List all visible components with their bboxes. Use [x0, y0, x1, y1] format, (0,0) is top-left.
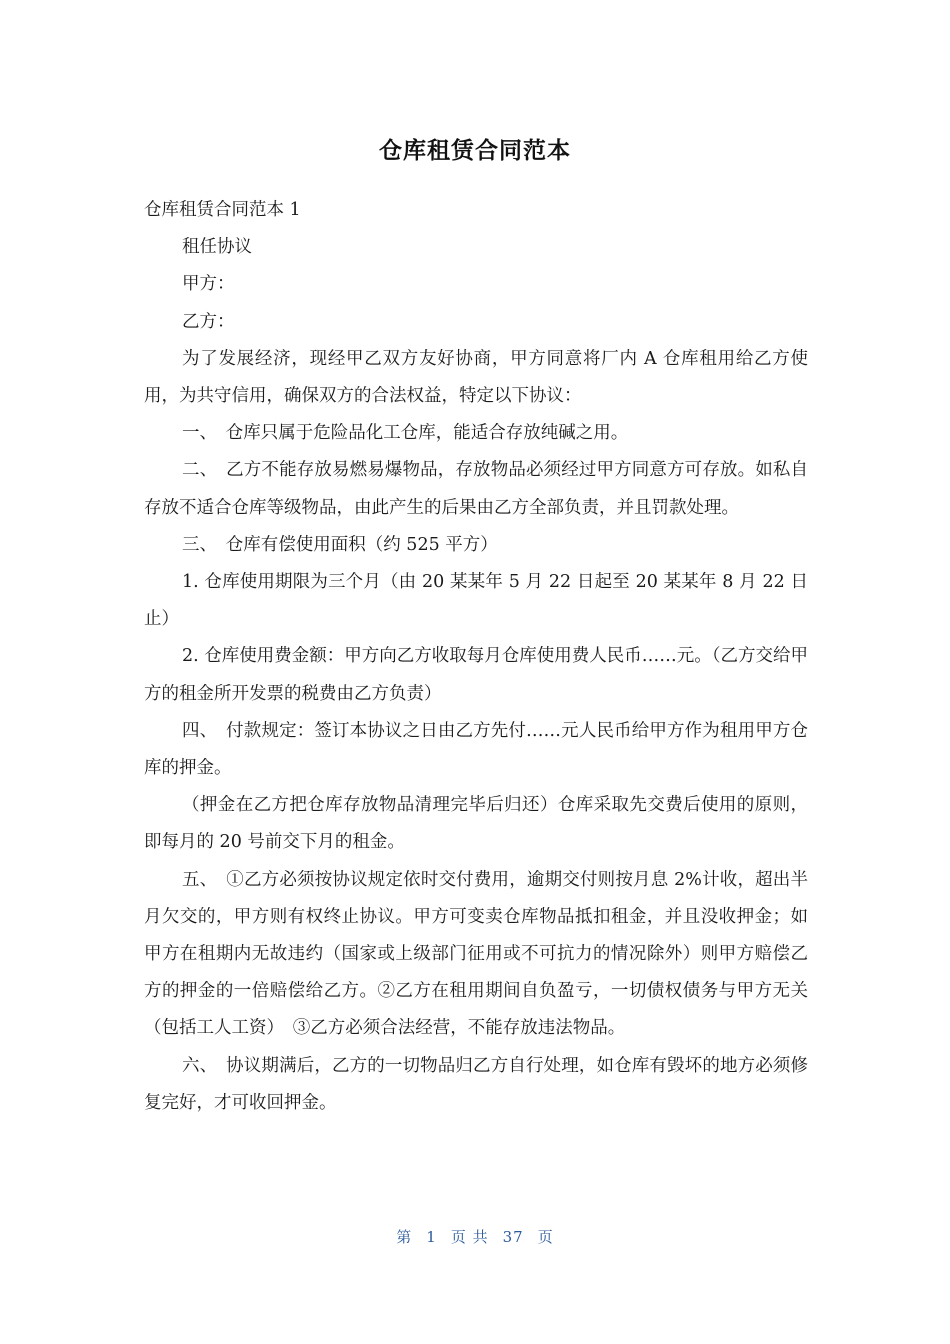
total-pages-number: 37 [502, 1228, 524, 1246]
page-footer [0, 1226, 950, 1247]
paragraph: 2. 仓库使用费金额：甲方向乙方收取每月仓库使用费人民币……元。（乙方交给甲方的租金所开发票的税费由乙方负责） [144, 646, 809, 704]
paragraph: 1. 仓库使用期限为三个月（由 20 某某年 5 月 22 日起至 20 某某年 8 月 22 日止） [144, 572, 808, 630]
paragraph: 五、 ①乙方必须按协议规定依时交付费用，逾期交付则按月息 2%计收，超出半月欠交的，甲方则有权终止协议。甲方可变卖仓库物品抵扣租金，并且没收押金；如甲方在租期内无故违约（国家或上级部门征用或不可抗力的情况除外）则甲方赔偿乙方的押金的一倍赔偿给乙方。②乙方在租用期间自负盈亏，一切债权债务与甲方无关（包括工人工资） ③乙方必须合法经营，不能存放违法物品。 [144, 869, 808, 1039]
paragraph: 乙方： [182, 311, 235, 332]
paragraph: 一、 仓库只属于危险品化工仓库，能适合存放纯碱之用。 [182, 423, 629, 444]
paragraph: 六、 协议期满后，乙方的一切物品归乙方自行处理，如仓库有毁坏的地方必须修复完好，才可收回押金。 [144, 1055, 808, 1113]
paragraph: 甲方： [182, 274, 235, 295]
document-title: 仓库租赁合同范本 [379, 138, 571, 164]
section-heading: 仓库租赁合同范本 1 [144, 200, 301, 220]
page-label-suffix: 页 [537, 1228, 554, 1246]
paragraph: 四、 付款规定：签订本协议之日由乙方先付……元人民币给甲方作为租用甲方仓库的押金。 [144, 720, 808, 779]
document-body [144, 192, 808, 1122]
page-label-mid: 页 共 [450, 1228, 489, 1246]
paragraph: 租任协议 [182, 237, 252, 258]
paragraph: 为了发展经济，现经甲乙双方友好协商，甲方同意将厂内 A 仓库租用给乙方使用，为共守信用，确保双方的合法权益，特定以下协议： [144, 348, 808, 407]
paragraph: 二、 乙方不能存放易燃易爆物品，存放物品必须经过甲方同意方可存放。如私自存放不适合仓库等级物品，由此产生的后果由乙方全部负责，并且罚款处理。 [144, 460, 808, 518]
paragraph: （押金在乙方把仓库存放物品清理完毕后归还）仓库采取先交费后使用的原则，即每月的 20 号前交下月的租金。 [144, 795, 808, 853]
current-page-number: 1 [426, 1228, 437, 1246]
paragraph: 三、 仓库有偿使用面积（约 525 平方） [182, 534, 498, 555]
page-label-prefix: 第 [396, 1228, 413, 1246]
